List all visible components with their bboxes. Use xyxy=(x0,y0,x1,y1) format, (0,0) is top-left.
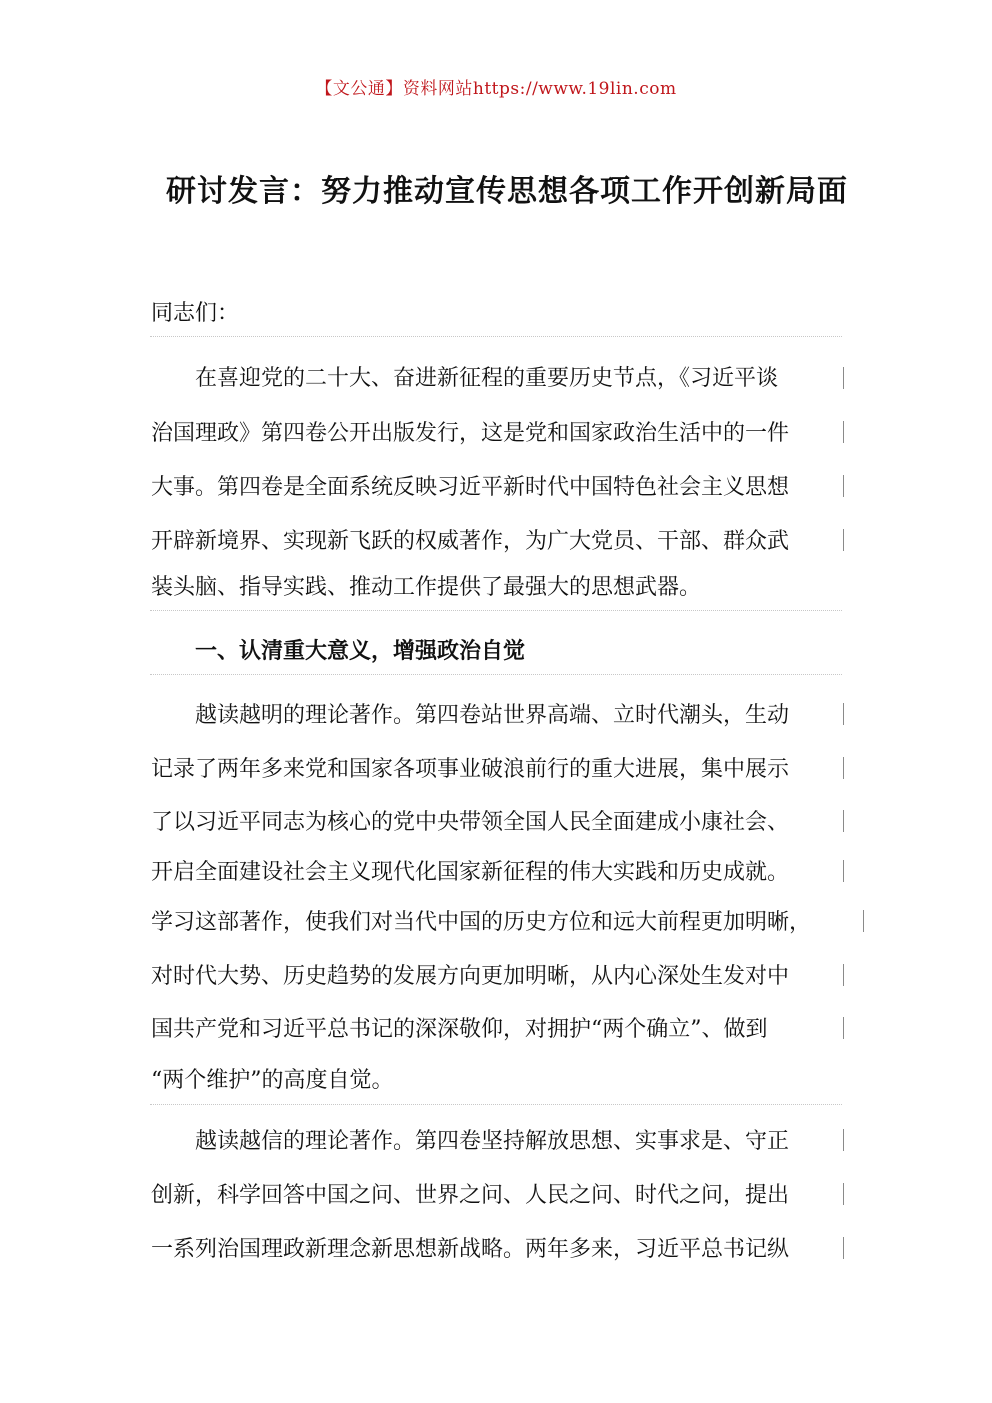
line-end-mark xyxy=(843,1237,844,1259)
paragraph-3-line-1: 越读越信的理论著作。第四卷坚持解放思想、实事求是、守正 xyxy=(151,1129,790,1154)
site-watermark: 【文公通】资料网站https://www.19lin.com xyxy=(315,79,677,99)
paragraph-2-line-7: 国共产党和习近平总书记的深深敬仰，对拥护“两个确立”、做到 xyxy=(151,1017,768,1042)
paragraph-2-line-6: 对时代大势、历史趋势的发展方向更加明晰，从内心深处生发对中 xyxy=(151,964,790,989)
document-title: 研讨发言：努力推动宣传思想各项工作开创新局面 xyxy=(166,174,848,209)
greeting: 同志们： xyxy=(151,301,240,326)
paragraph-1-line-4: 开辟新境界、实现新飞跃的权威著作，为广大党员、干部、群众武 xyxy=(151,529,790,554)
paragraph-separator xyxy=(150,336,842,337)
paragraph-1-line-1: 在喜迎党的二十大、奋进新征程的重要历史节点，《习近平谈 xyxy=(151,366,779,391)
line-end-mark xyxy=(843,703,844,725)
line-end-mark xyxy=(843,810,844,832)
paragraph-2-line-4: 开启全面建设社会主义现代化国家新征程的伟大实践和历史成就。 xyxy=(151,860,790,885)
line-end-mark xyxy=(843,860,844,882)
line-end-mark xyxy=(843,1129,844,1151)
paragraph-1-line-2: 治国理政》第四卷公开出版发行，这是党和国家政治生活中的一件 xyxy=(151,421,790,446)
paragraph-2-line-2: 记录了两年多来党和国家各项事业破浪前行的重大进展，集中展示 xyxy=(151,757,790,782)
paragraph-separator xyxy=(150,1104,842,1105)
line-end-mark xyxy=(843,1017,844,1039)
line-end-mark xyxy=(843,529,844,551)
line-end-mark xyxy=(843,964,844,986)
section-heading-1: 一、认清重大意义，增强政治自觉 xyxy=(151,639,526,664)
line-end-mark xyxy=(843,1183,844,1205)
paragraph-1-line-3: 大事。第四卷是全面系统反映习近平新时代中国特色社会主义思想 xyxy=(151,475,790,500)
line-end-mark xyxy=(843,367,844,389)
paragraph-3-line-3: 一系列治国理政新理念新思想新战略。两年多来，习近平总书记纵 xyxy=(151,1237,790,1262)
paragraph-2-line-8: “两个维护”的高度自觉。 xyxy=(151,1068,394,1093)
line-end-mark xyxy=(843,421,844,443)
line-end-mark xyxy=(843,475,844,497)
paragraph-2-line-3: 了以习近平同志为核心的党中央带领全国人民全面建成小康社会、 xyxy=(151,810,790,835)
paragraph-2-line-1: 越读越明的理论著作。第四卷站世界高端、立时代潮头，生动 xyxy=(151,703,790,728)
line-end-mark xyxy=(843,757,844,779)
paragraph-separator xyxy=(150,610,842,611)
paragraph-3-line-2: 创新，科学回答中国之问、世界之问、人民之问、时代之问，提出 xyxy=(151,1183,790,1208)
paragraph-1-line-5: 装头脑、指导实践、推动工作提供了最强大的思想武器。 xyxy=(151,575,702,600)
line-end-mark xyxy=(863,910,864,932)
paragraph-2-line-5: 学习这部著作，使我们对当代中国的历史方位和远大前程更加明晰， xyxy=(151,910,812,935)
paragraph-separator xyxy=(150,674,842,675)
